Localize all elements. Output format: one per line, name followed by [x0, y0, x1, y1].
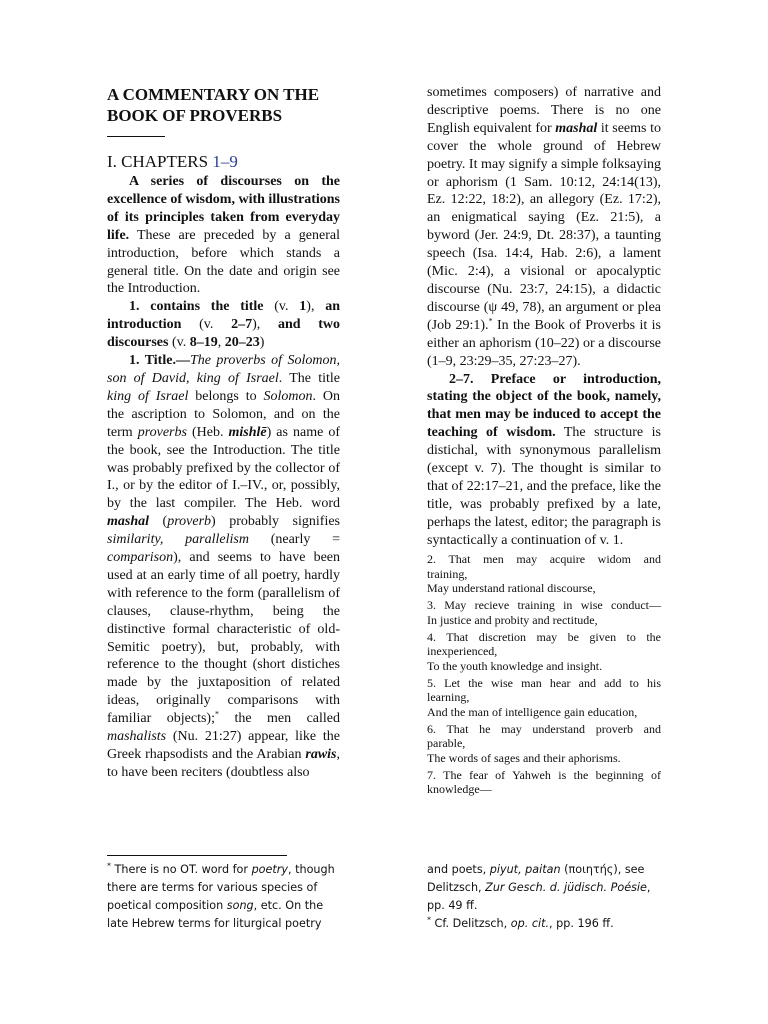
contents-b: (v. [263, 299, 300, 315]
verse-3 [427, 598, 661, 627]
title-para-i: (Heb. [186, 424, 229, 440]
contents-j: (v. [168, 335, 190, 351]
title-para-e: belongs to [188, 388, 264, 404]
title-line-2: BOOK OF PROVERBS [107, 106, 283, 125]
verse-2 [427, 552, 661, 596]
contents-e: an introduction [107, 299, 340, 333]
contents-h: ), [252, 317, 278, 333]
verse-line: knowledge— [427, 782, 492, 797]
title-para-h: proverbs [137, 424, 187, 440]
fn-right-b: piyut, paitan [489, 863, 561, 876]
verse-7 [427, 768, 661, 797]
title-para-d: king of Israel [107, 388, 189, 404]
title-para-c: . The title [278, 370, 340, 386]
fn-right-i: , pp. 196 ff. [549, 916, 614, 930]
footnote-left [107, 861, 347, 933]
fn-right-a: and poets, [427, 863, 490, 876]
footnote-marker[interactable]: * [488, 316, 493, 326]
footnote-right [427, 861, 667, 933]
mashal-e: In the Book of Proverbs it is either an aphorism (10–22) or a discourse (1–9, 23:29–35, 27:23–27). [427, 317, 661, 369]
intro-text: These are preceded by a general introduction, before which stands a general title. On the date and origin see the Introduction. [107, 227, 340, 297]
verse-line: In justice and probity and rectitude, [427, 612, 598, 627]
verse-line: And the man of intelligence gain education, [427, 704, 638, 719]
preface-text: The structure is distichal, with synonymous parallelism (except v. 7). The thought is similar to that of 22:17–21, and the preface, like the title, was probably prefixed by a late, perhaps the latest, editor; the paragraph is syntactically a continuation of v. 1. [427, 425, 661, 548]
title-para-u: the men called [218, 711, 340, 727]
title-paragraph [107, 352, 340, 782]
contents-c: 1 [299, 299, 307, 315]
title-para-x: rawis [305, 747, 337, 762]
verse-line: 7. The fear of Yahweh is the beginning of [427, 767, 661, 782]
title-para-w: (Nu. 21:27) appear, like the Greek rhapsodists and the Arabian [107, 729, 340, 762]
contents-m: 20–23 [224, 335, 260, 351]
fn-left-d: , though there are terms for various species of poetical composition [107, 863, 335, 912]
fn-right-c: (ποιητής), see Delitzsch, [427, 863, 645, 894]
title-para-f: Solomon [263, 388, 313, 404]
title-line-1: A COMMENTARY ON THE [107, 85, 320, 104]
title-para-s: ), and seems to have been used at an early time of all poetry, hardly with reference to the form (parallelism of clauses, clause-rhythm, being the distinctive formal characteristic of old-Semitic poetry), but, probably, with reference to the thought (short distiches made by the juxtaposition of related ideas, originally comparisons with familiar objects); [107, 550, 340, 727]
title-para-a: 1. Title.— [129, 353, 190, 369]
verse-line: To the youth knowledge and insight. [427, 658, 603, 673]
verse-line: learning, [427, 690, 470, 705]
verse-line: 6. That he may understand proverb and [427, 721, 661, 736]
title-para-o: ) probably signifies [211, 514, 340, 530]
mashal-b: mashal [555, 120, 598, 136]
verse-line: 4. That discretion may be given to the [427, 629, 661, 644]
fn-left-b: There is no OT. word for [111, 863, 252, 876]
preface-paragraph [427, 371, 661, 550]
title-para-k: ) as name of the book, see the Introduction. The title was probably prefixed by the collector of I., or by the editor of I.–IV., or, possibly, by the last compiler. The Heb. word [107, 424, 340, 512]
contents-paragraph [107, 298, 340, 352]
intro-paragraph [107, 173, 340, 298]
title-para-l: mashal [107, 514, 150, 530]
contents-d: ), [306, 299, 326, 315]
left-column [107, 84, 340, 782]
mashal-a: sometimes composers) of narrative and descriptive poems. There is no one English equivalent for [427, 85, 661, 136]
right-column [427, 84, 661, 797]
fn-left-e: song [226, 898, 254, 912]
verse-line: May understand rational discourse, [427, 581, 596, 596]
contents-k: 8–19 [189, 335, 218, 351]
footnote-marker[interactable]: * [214, 709, 219, 719]
title-para-n: proverb [167, 514, 212, 530]
title-para-y: , to have been reciters (doubtless also [107, 747, 340, 780]
intro-bold: A series of discourses on the excellence of wisdom, with illustrations of its principles taken from everyday life. [107, 174, 340, 243]
verse-line: The words of sages and their aphorisms. [427, 750, 621, 765]
fn-right-g: Cf. Delitzsch, [431, 916, 511, 930]
fn-right-h: op. cit. [510, 916, 550, 930]
mashal-paragraph [427, 84, 661, 371]
fn-left-f: , etc. On the late Hebrew terms for liturgical poetry [107, 898, 324, 930]
chapter-heading [107, 152, 340, 172]
verse-5 [427, 676, 661, 720]
chapter-label: I. CHAPTERS [107, 152, 213, 171]
verse-6 [427, 722, 661, 766]
verse-line: inexperienced, [427, 644, 498, 659]
footnote-symbol: * [107, 861, 111, 871]
contents-i: and two discourses [107, 317, 340, 351]
title-para-q: (nearly = [248, 532, 340, 548]
contents-f: (v. [181, 317, 232, 333]
contents-l: , [217, 335, 225, 351]
fn-left-c: poetry [251, 863, 288, 876]
title-para-v: mashalists [107, 729, 167, 745]
title-para-b: The proverbs of Solomon, son of David, king of Israel [107, 353, 340, 386]
verse-line: 2. That men may acquire widom and [427, 552, 661, 567]
title-para-m: ( [149, 514, 168, 530]
verse-line: 5. Let the wise man hear and add to his [427, 675, 661, 690]
fn-right-d: Zur Gesch. d. jüdisch. Poésie [485, 880, 647, 894]
verse-line: 3. May recieve training in wise conduct— [427, 598, 661, 613]
title-para-j: mishlē [228, 424, 267, 440]
contents-g: 2–7 [231, 317, 253, 333]
footnote-rule [107, 855, 287, 856]
contents-n: ) [259, 335, 265, 351]
chapter-range-link[interactable]: 1–9 [212, 152, 238, 171]
mashal-c: it seems to cover the whole ground of Hebrew poetry. It may signify a simple folksaying or aphorism (1 Sam. 10:12, 24:14(13), Ez. 12:22, 18:2), an allegory (Ez. 17:2), an enigmatical saying (Ez. 21:5), a byword (Jer. 24:9, Dt. 28:37), a taunting speech (Isa. 14:4, Hab. 2:6), a lament (Mic. 2:4), a visional or apocalyptic discourse (Nu. 23:7, 24:15), a didactic discourse (ψ 49, 78), an argument or plea (Job 29:1). [427, 120, 661, 333]
title-para-p: similarity, parallelism [107, 532, 249, 548]
fn-right-e: , pp. 49 ff. [427, 880, 651, 912]
preface-bold: 2–7. Preface or introduction, stating the object of the book, namely, that men may be induced to accept the teaching of wisdom. [427, 371, 661, 441]
verse-line: training, [427, 566, 468, 581]
verse-line: parable, [427, 736, 466, 751]
footnote-symbol: * [427, 914, 431, 924]
verse-4 [427, 630, 661, 674]
title-rule [107, 136, 165, 137]
title-para-g: . On the ascription to Solomon, and on the term [107, 388, 340, 440]
title-para-r: comparison [107, 550, 174, 566]
page-title [107, 84, 340, 126]
contents-a: 1. contains the title [129, 299, 264, 315]
